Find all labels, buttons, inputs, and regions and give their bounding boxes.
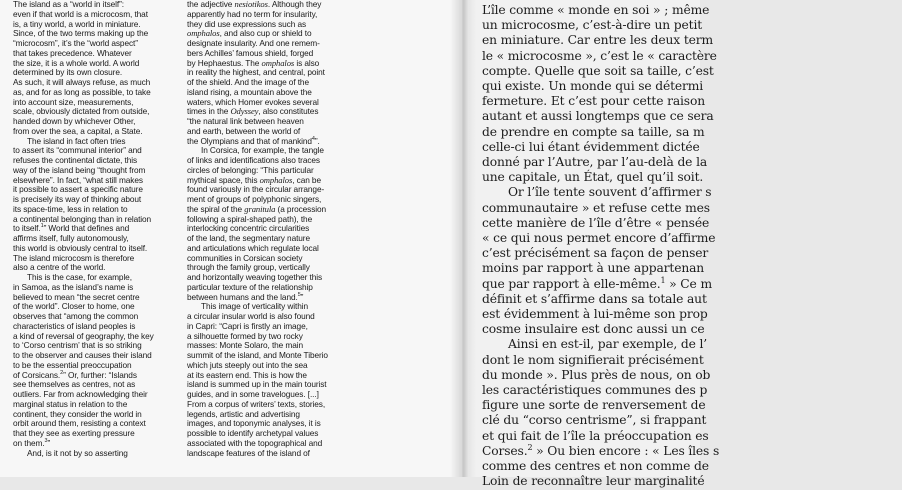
book-gutter xyxy=(450,0,476,477)
text-fragment: between humans and the land. xyxy=(187,291,298,302)
footnote-marker: 4 xyxy=(311,135,315,142)
text-line: comme des centres et non comme de xyxy=(482,459,709,474)
text-line: determined by its own closure. xyxy=(13,67,123,78)
text-fragment: (a procession xyxy=(275,203,327,214)
text-line: L’île comme « monde en soi » ; même xyxy=(482,3,710,17)
text-line: legends, artistic and advertising xyxy=(187,408,300,419)
left-column xyxy=(13,0,173,458)
text-fragment: the spiral of the xyxy=(187,203,245,214)
text-line: island rising, a mountain above the xyxy=(187,86,312,97)
text-line: of the land, the segmentary nature xyxy=(187,233,310,243)
text-line: the size, it is a whole world. A world xyxy=(13,57,140,68)
text-line: to assert its “communal interior” and xyxy=(13,145,142,156)
text-fragment: ” xyxy=(47,437,51,448)
text-fragment: the adjective xyxy=(187,0,235,9)
text-line: In Corsica, for example, the tangle xyxy=(201,145,324,156)
text-line: its space-time, less in relation to xyxy=(13,203,128,214)
paragraph-3 xyxy=(13,273,173,449)
footnote-marker: 2 xyxy=(527,442,533,452)
text-line: circles of belonging: “This particular xyxy=(187,164,314,175)
paragraph-fr-2 xyxy=(482,185,902,337)
italic-term: granitula xyxy=(244,203,276,214)
text-line: en miniature. Car entre les deux term xyxy=(482,33,713,48)
text-line: of the shield. And the image of the xyxy=(187,77,309,87)
text-fragment: que par rapport à elle-même. xyxy=(482,276,661,291)
footnote-marker: 3 xyxy=(44,437,48,444)
text-line: in Samoa, as the island’s name is xyxy=(13,281,134,292)
text-line: définit et s’affirme dans sa totale aut xyxy=(482,291,707,306)
text-line: designate insularity. And one remem- xyxy=(187,38,320,48)
text-line: scale, obviously dictated from outside, xyxy=(13,106,150,117)
text-line: orbit around them, resisting a context xyxy=(13,418,146,429)
paragraph-fr-3 xyxy=(482,337,902,489)
text-fragment: Corses. xyxy=(482,443,528,458)
paragraph-6 xyxy=(187,302,347,458)
text-line: This image of verticality within xyxy=(201,301,309,312)
text-fragment: ” World that defines and xyxy=(43,223,130,234)
text-line: est évidemment à lui-même son prop xyxy=(482,307,708,322)
text-line: handed down by whichever Other, xyxy=(13,116,136,126)
text-line: which juts steeply out into the sea xyxy=(187,359,308,370)
text-line: to ‘Corso centrism’ that is so striking xyxy=(13,340,142,351)
text-line: et qui fait de l’île la préoccupation es xyxy=(482,428,709,443)
text-line: believed to mean “the secret centre xyxy=(13,291,140,302)
text-line: and earth, between the world of xyxy=(187,125,301,136)
text-fragment: , also constitutes xyxy=(258,106,319,117)
text-line: is precisely its way of thinking about xyxy=(13,194,142,204)
italic-term: nesiotikos xyxy=(234,0,268,9)
text-line: associated with the topographical and xyxy=(187,437,323,448)
text-line: in Capri: “Capri is firstly an image, xyxy=(187,320,308,331)
footnote-marker: 2 xyxy=(60,369,64,376)
text-line: figure une sorte de renversement de xyxy=(482,398,706,413)
text-line: from over the sea, a capital, a State. xyxy=(13,125,143,136)
text-line: continent, they consider the world in xyxy=(13,408,142,419)
text-line: ment of groups of polyphonic singers, xyxy=(187,194,322,204)
text-line: de prendre en compte sa taille, sa m xyxy=(482,124,705,139)
text-fragment: by Hephaestus. The xyxy=(187,57,262,68)
paragraph-5 xyxy=(187,0,347,302)
text-line: dont le nom signifierait précisément xyxy=(482,352,704,367)
text-fragment: » Ce m xyxy=(665,276,712,291)
text-line: The island as a “world in itself”: xyxy=(13,0,124,9)
italic-term: omphalos xyxy=(259,174,293,185)
text-fragment: ” xyxy=(300,291,304,302)
text-line: donné par l’Autre, par l’au-delà de la xyxy=(482,155,708,170)
text-line: affirms itself, fully autonomously, xyxy=(13,233,129,243)
text-line: of links and identifications also traces xyxy=(187,155,320,165)
text-line: apparently had no term for insularity, xyxy=(187,8,318,19)
text-line: Since, of the two terms making up the xyxy=(13,28,149,39)
footnote-marker: 5 xyxy=(297,291,301,298)
text-line: guides, and in some travelogues. [...] xyxy=(187,389,319,399)
italic-term: Odyssey xyxy=(230,106,259,117)
text-line: a kind of reversal of geography, the key xyxy=(13,330,154,341)
text-line: communautaire » et refuse cette mes xyxy=(482,200,710,215)
text-line: fermeture. Et c’est pour cette raison xyxy=(482,94,705,109)
text-line: particular texture of the relationship xyxy=(187,281,313,292)
text-line: As such, it will always refuse, as much xyxy=(13,77,151,87)
text-line: a continental belonging than in relation xyxy=(13,213,152,224)
text-line: landscape features of the island of xyxy=(187,447,310,458)
text-line: qui existe. Un monde qui se détermi xyxy=(482,79,704,94)
text-line: of the world”. Closer to home, one xyxy=(13,301,135,312)
text-line: clé du “corso centrisme”, si frappant xyxy=(482,413,707,428)
text-line: Ainsi en est-il, par exemple, de l’ xyxy=(508,337,708,352)
text-fragment: on them. xyxy=(13,437,45,448)
text-line: masses: Monte Solaro, the main xyxy=(187,340,303,351)
text-line: interlocking concentric circularities xyxy=(187,223,310,234)
text-line: this world is obviously central to itself. xyxy=(13,242,148,253)
text-line: to the observer and causes their island xyxy=(13,350,152,360)
text-line: also a centre of the world. xyxy=(13,262,106,273)
text-fragment: » Ou bien encore : « Les îles s xyxy=(532,443,720,458)
text-fragment: mythical space, this xyxy=(187,174,260,185)
text-line xyxy=(482,277,902,292)
text-line: The island in fact often tries xyxy=(27,135,126,146)
text-fragment: ”. xyxy=(314,135,320,146)
text-line: compte. Quelle que soit sa taille, c’est xyxy=(482,63,714,78)
text-line: bers Achilles’ famous shield, forged xyxy=(187,47,314,58)
text-line: cette manière de l’île d’être « pensée xyxy=(482,215,710,230)
text-line: that they see as exerting pressure xyxy=(13,428,135,438)
text-line: even if that world is a microcosm, that xyxy=(13,8,148,19)
text-line: that takes precedence. Whatever xyxy=(13,47,132,58)
text-line: and horizontally weaving together this xyxy=(187,272,323,282)
text-line: From a corpus of writers’ texts, stories, xyxy=(187,398,326,409)
paragraph-1 xyxy=(13,0,173,137)
footnote-marker: 1 xyxy=(40,223,44,230)
text-line: following a spiral-shaped path), the xyxy=(187,213,313,224)
text-line: And, is it not by so asserting xyxy=(27,447,128,458)
text-line: Or l’île tente souvent d’affirmer s xyxy=(508,185,712,200)
text-line: le « microcosme », c’est le « caractère xyxy=(482,48,717,63)
text-line: as, and for as long as possible, to take xyxy=(13,86,151,97)
text-line: Loin de reconnaître leur marginalité xyxy=(482,474,705,489)
text-line: in reality the highest, and central, point xyxy=(187,67,325,78)
text-fragment: . Although they xyxy=(267,0,322,9)
text-line: into account size, measurements, xyxy=(13,96,134,107)
text-line: summit of the island, and Monte Tiberio xyxy=(187,350,328,360)
text-line: une capitale, un État, quel qu’il soit. xyxy=(482,170,704,185)
text-line: island is summed up in the main tourist xyxy=(187,379,327,390)
text-line: through the family group, vertically xyxy=(187,262,310,273)
italic-term: omphalos xyxy=(187,28,220,39)
text-fragment: , can be xyxy=(292,174,321,185)
text-fragment: ” Or, further: “Islands xyxy=(63,369,137,380)
footnote-marker: 1 xyxy=(660,275,666,285)
text-line: waters, which Homer evokes several xyxy=(187,96,319,107)
paragraph-fr-1 xyxy=(482,3,902,185)
right-page xyxy=(462,0,720,489)
italic-term: omphalos xyxy=(261,57,295,68)
text-line: “the natural link between heaven xyxy=(187,116,304,126)
text-line: see themselves as centres, not as xyxy=(13,379,136,390)
text-line: marginal status in relation to the xyxy=(13,398,128,409)
text-line: moins par rapport à une appartenan xyxy=(482,261,705,276)
text-line: This is the case, for example, xyxy=(27,272,132,282)
text-line xyxy=(482,444,902,459)
text-line: outliers. Far from acknowledging their xyxy=(13,389,148,399)
paragraph-2 xyxy=(13,137,173,274)
left-page xyxy=(0,0,462,477)
text-line: les caractéristiques communes des p xyxy=(482,383,708,398)
text-line: du monde ». Plus près de nous, on ob xyxy=(482,367,711,382)
text-fragment: , and also cup or shield to xyxy=(219,28,312,39)
text-line: refuses the continental dictate, this xyxy=(13,155,138,165)
text-line: celle-ci lui étant évidemment dictée xyxy=(482,139,700,154)
text-line: communities in Corsican society xyxy=(187,252,303,263)
text-fragment: the Olympians and that of mankind xyxy=(187,135,312,146)
text-line: “microcosm”, it’s the “world aspect” xyxy=(13,38,138,48)
text-line: a silhouette formed by two rocky xyxy=(187,330,303,341)
text-line: autant et aussi longtemps que ce sera xyxy=(482,109,714,124)
text-line: un microcosme, c’est-à-dire un petit xyxy=(482,18,703,33)
text-line: c’est précisément sa façon de penser xyxy=(482,246,709,261)
text-line: a circular insular world is also found xyxy=(187,311,315,321)
text-line: cosme insulaire est donc aussi un ce xyxy=(482,322,705,337)
text-line: The island microcosm is therefore xyxy=(13,252,135,263)
text-line: characteristics of island peoples is xyxy=(13,320,136,331)
text-line: it possible to assert a specific nature xyxy=(13,184,143,195)
text-fragment: is also xyxy=(294,57,320,68)
paragraph-4 xyxy=(13,449,173,459)
text-line: way of the island being “thought from xyxy=(13,164,146,175)
text-line: and articulations which regulate local xyxy=(187,242,319,253)
text-line: observes that “among the common xyxy=(13,311,139,321)
text-line: they did use expressions such as xyxy=(187,18,307,29)
middle-column xyxy=(187,0,347,458)
text-line: at its eastern end. This is how the xyxy=(187,369,307,380)
text-line: « ce qui nous permet encore d’affirme xyxy=(482,231,716,246)
text-line: elsewhere”. In fact, “what still makes xyxy=(13,174,143,185)
text-fragment: times in the xyxy=(187,106,231,117)
text-fragment: to itself. xyxy=(13,223,41,234)
text-line: is, a tiny world, a world in miniature. xyxy=(13,18,141,29)
text-line: possible to identify archetypal values xyxy=(187,428,319,438)
text-fragment: of Corsicans. xyxy=(13,369,61,380)
text-line: to be the essential preoccupation xyxy=(13,359,132,370)
text-line: found variously in the circular arrange- xyxy=(187,184,325,195)
french-column xyxy=(482,3,902,490)
text-line: images, and toponymic analyses, it is xyxy=(187,418,321,429)
